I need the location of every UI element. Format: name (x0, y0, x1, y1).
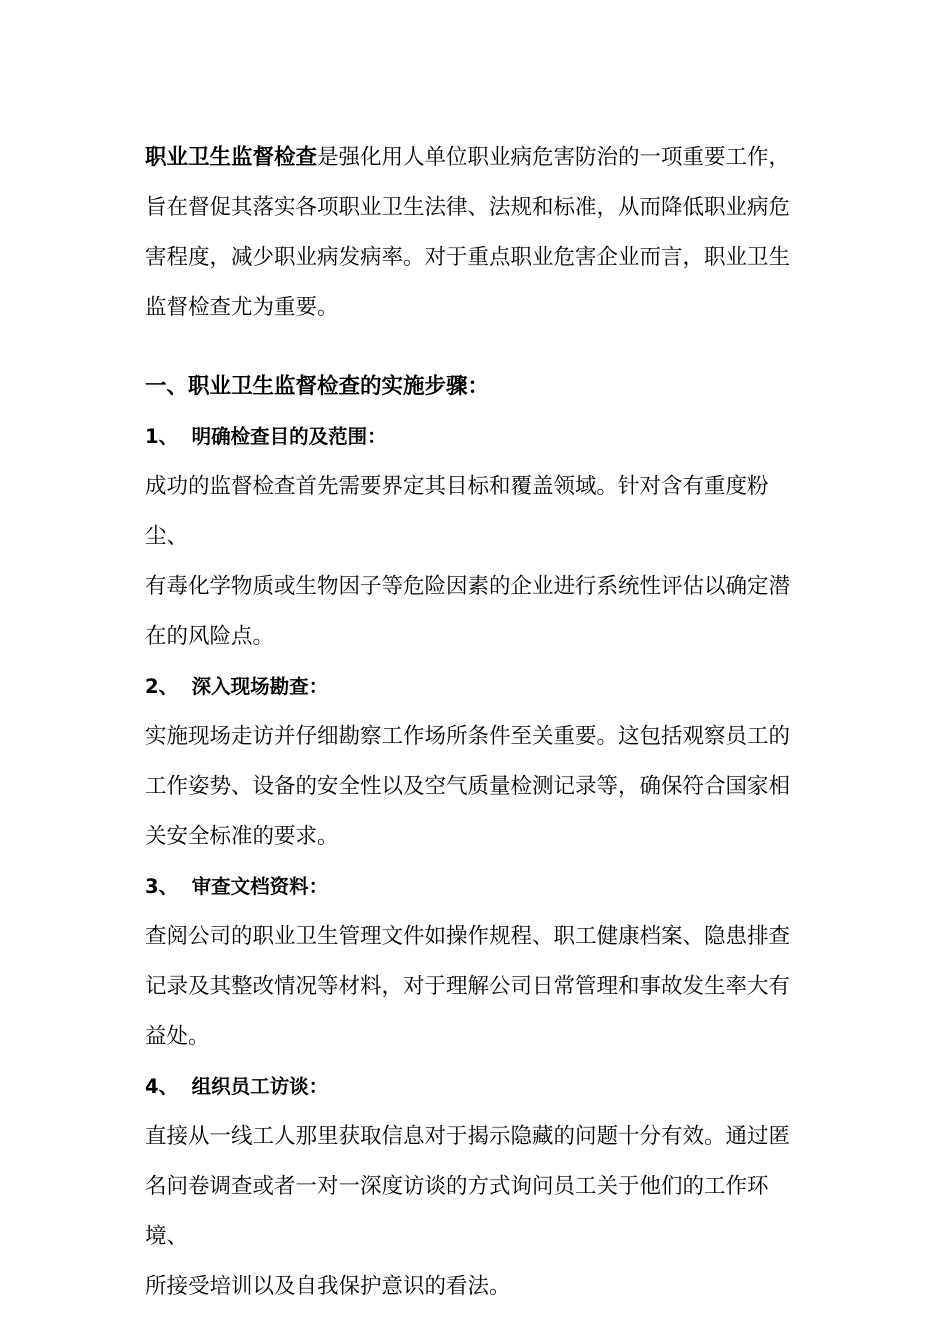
step-body-line: 查阅公司的职业卫生管理文件如操作规程、职工健康档案、隐患排查 (145, 924, 791, 949)
step-body-line: 实施现场走访并仔细勘察工作场所条件至关重要。这包括观察员工的 (145, 724, 791, 749)
step-body-line: 关安全标准的要求。 (145, 824, 339, 849)
step-number: 2、 (145, 675, 179, 698)
step-body (145, 1112, 810, 1312)
step-body-line: 工作姿势、设备的安全性以及空气质量检测记录等，确保符合国家相 (145, 774, 791, 799)
step-heading (145, 1062, 810, 1112)
step-heading (145, 412, 810, 462)
step-heading-text: 审查文档资料： (191, 875, 329, 898)
step-4 (145, 1062, 810, 1312)
step-number: 4、 (145, 1075, 179, 1098)
step-2 (145, 662, 810, 862)
section-title: 一、职业卫生监督检查的实施步骤： (145, 374, 490, 399)
step-body-line: 名问卷调查或者一对一深度访谈的方式询问员工关于他们的工作环境、 (145, 1174, 769, 1249)
step-body-line: 直接从一线工人那里获取信息对于揭示隐藏的问题十分有效。通过匿 (145, 1124, 791, 1149)
step-body-line: 成功的监督检查首先需要界定其目标和覆盖领域。针对含有重度粉尘、 (145, 474, 769, 549)
step-body-line: 益处。 (145, 1024, 210, 1049)
step-body (145, 462, 810, 662)
step-heading (145, 862, 810, 912)
step-body-line: 在的风险点。 (145, 624, 275, 649)
step-1 (145, 412, 810, 662)
step-heading-text: 组织员工访谈： (191, 1075, 329, 1098)
step-heading-text: 明确检查目的及范围： (191, 425, 387, 448)
step-body (145, 712, 810, 862)
intro-lead-term: 职业卫生监督检查 (145, 145, 318, 170)
step-3 (145, 862, 810, 1062)
intro-line: 是强化用人单位职业病危害防治的一项重要工作， (317, 145, 791, 170)
intro-line: 害程度，减少职业病发病率。对于重点职业危害企业而言，职业卫生 (145, 245, 791, 270)
intro-line: 旨在督促其落实各项职业卫生法律、法规和标准，从而降低职业病危 (145, 195, 791, 220)
step-heading (145, 662, 810, 712)
step-number: 1、 (145, 425, 179, 448)
step-body-line: 记录及其整改情况等材料，对于理解公司日常管理和事故发生率大有 (145, 974, 791, 999)
document-page (145, 133, 810, 1312)
step-heading-text: 深入现场勘查： (191, 675, 329, 698)
step-body-line: 所接受培训以及自我保护意识的看法。 (145, 1274, 511, 1299)
intro-paragraph (145, 133, 810, 333)
step-body-line: 有毒化学物质或生物因子等危险因素的企业进行系统性评估以确定潜 (145, 574, 791, 599)
step-body (145, 912, 810, 1062)
intro-line: 监督检查尤为重要。 (145, 295, 339, 320)
step-number: 3、 (145, 875, 179, 898)
